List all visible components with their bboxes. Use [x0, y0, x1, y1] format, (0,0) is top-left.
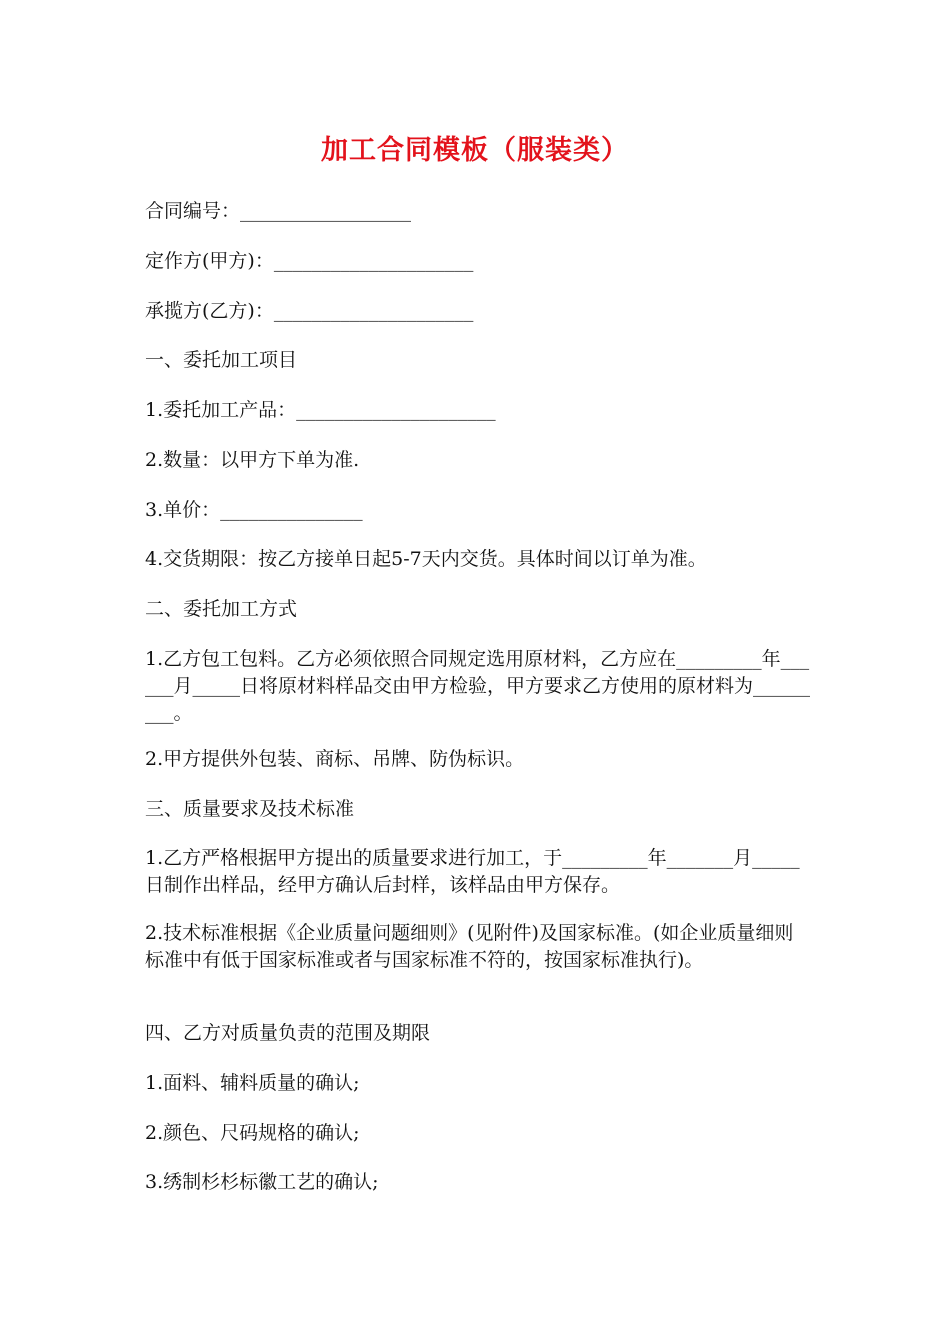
- section-heading-4: 四、乙方对质量负责的范围及期限: [145, 1022, 431, 1044]
- clause-1-3: 3.单价：_______________: [145, 499, 363, 521]
- party-b-line: 承揽方(乙方)：_____________________: [145, 300, 474, 322]
- clause-1-4: 4.交货期限：按乙方接单日起5-7天内交货。具体时间以订单为准。: [145, 548, 707, 570]
- clause-2-1: 1.乙方包工包料。乙方必须依照合同规定选用原材料，乙方应在_________年______月_____日将原材料样品交由甲方检验，甲方要求乙方使用的原材料为_________。: [145, 648, 811, 724]
- section-heading-2: 二、委托加工方式: [145, 598, 298, 620]
- contract-number-line: 合同编号：__________________: [145, 200, 412, 222]
- clause-1-2: 2.数量：以甲方下单为准.: [145, 449, 360, 471]
- section-heading-3: 三、质量要求及技术标准: [145, 798, 355, 820]
- clause-2-2: 2.甲方提供外包装、商标、吊牌、防伪标识。: [145, 748, 525, 770]
- clause-3-1: 1.乙方严格根据甲方提出的质量要求进行加工，于_________年_______月_____日制作出样品，经甲方确认后封样，该样品由甲方保存。: [145, 847, 800, 896]
- clause-4-1: 1.面料、辅料质量的确认;: [145, 1072, 360, 1094]
- clause-4-3: 3.绣制杉杉标徽工艺的确认;: [145, 1171, 379, 1193]
- party-a-line: 定作方(甲方)：_____________________: [145, 250, 474, 272]
- clause-3-2: 2.技术标准根据《企业质量问题细则》(见附件)及国家标准。(如企业质量细则标准中有低于国家标准或者与国家标准不符的，按国家标准执行)。: [145, 922, 794, 971]
- document-title: 加工合同模板（服装类）: [321, 135, 629, 166]
- section-heading-1: 一、委托加工项目: [145, 349, 298, 371]
- clause-4-2: 2.颜色、尺码规格的确认;: [145, 1122, 360, 1144]
- clause-1-1: 1.委托加工产品：_____________________: [145, 399, 496, 421]
